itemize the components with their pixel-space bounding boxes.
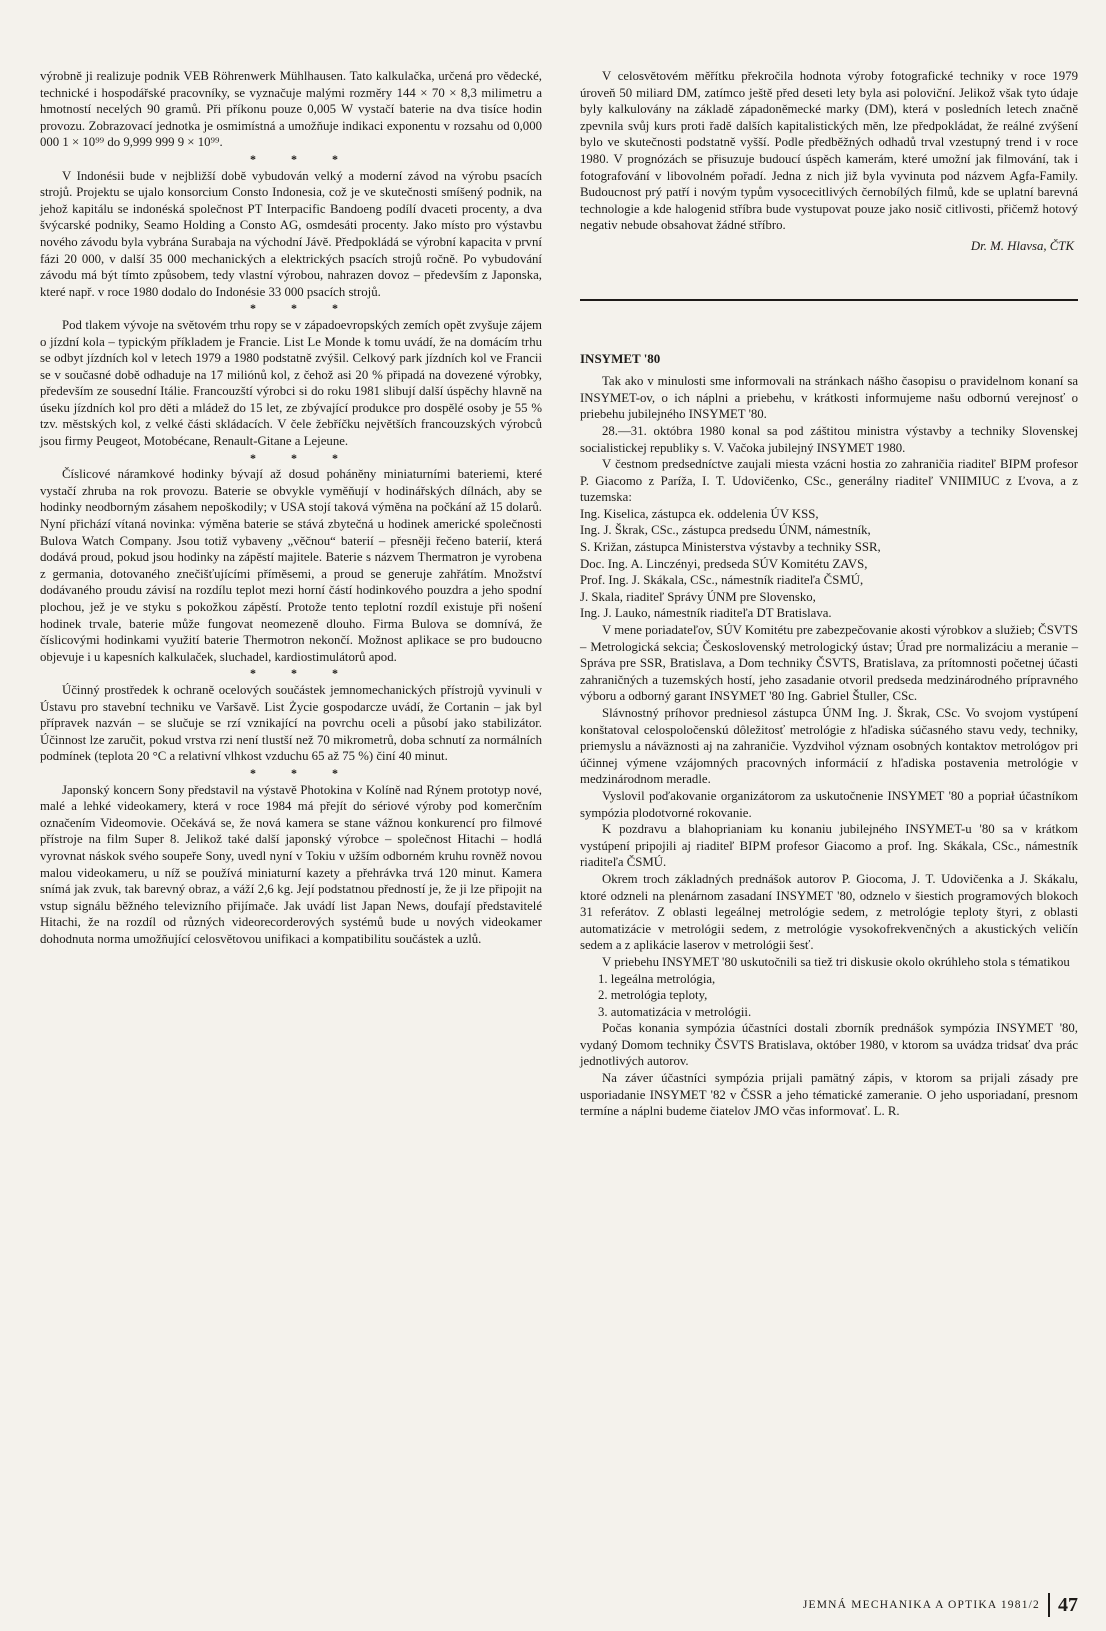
article-cortanin-rust: Účinný prostředek k ochraně ocelových součástek jemnomechanických přístrojů vyvinuli v Ústavu pro stavební techniku ve Varšavě. List Życie gospodarcze uvádí, že Cortanin – jak byl přípravek nazván – se slučuje se rzí vznikající na povrchu oceli a působí jako stabilizátor. Účinnost lze zaručit, pokud vrstva rzi není tlustší než 70 mikrometrů, doba schnutí za normálních podmínek (teplota 20 °C a relativní vlhkost vzduchu 65 až 75 %) činí 40 minut. (40, 682, 542, 764)
guest-list-item: Ing. Kiselica, zástupca ek. oddelenia ÚV KSS, (580, 506, 819, 521)
guest-list (580, 506, 1078, 622)
insymet-paragraph: K pozdravu a blahoprianiam ku konaniu jubilejného INSYMET-u '80 sa v krátkom vystúpení pripojili aj riaditeľ BIPM profesor Giacomo a prof. Ing. Skákala, CSc., námestník riaditeľa ČSMÚ. (580, 822, 1078, 870)
guest-list-item: S. Križan, zástupca Ministerstva výstavby a techniky SSR, (580, 540, 881, 555)
guest-list-item: Doc. Ing. A. Linczényi, predseda SÚV Komitétu ZAVS, (580, 556, 868, 571)
insymet-paragraph: Tak ako v minulosti sme informovali na stránkach nášho časopisu o pravidelnom konaní sa INSYMET-ov, o ich náplni a priebehu, v krátkosti informujeme našu odbornú verejnosť o priebehu jubilejného INSYMET '80. (580, 374, 1078, 422)
article-watch-batteries: Číslicové náramkové hodinky bývají až dosud poháněny miniaturními bateriemi, které vystačí zhruba na rok provozu. Baterie se obvykle vyměňují v hodinářských dílnách, aby se hodinky neodborným zásahem nepoškodily; v USA stojí taková výměna na počkání až 15 dolarů. Nyní přichází vítaná novinka: výměna baterie se stává zbytečná u hodinek americké společnosti Bulova Watch Company. Jsou totiž vybaveny „věčnou“ baterií – přesněji řečeno baterií, která dodává proud, pokud jsou hodinky na zápěstí majitele. Baterie s názvem Thermatron je vyrobena z germania, dotovaného znečišťujícími příměsemi, a proud se generuje zahřátím. Množství dodávaného proudu závisí na rozdílu teplot mezi horní částí hodinkového pouzdra a jeho spodní plochou, jež je ve styku s pokožkou zápěstí. Protože tento teplotní rozdíl existuje při nošení hodinek trvale, baterie může fungovat neomezeně dlouho. Firma Bulova se domnívá, že číslicovými hodinkami využití baterie Thermotron nekončí. Možnost aplikace se pro budoucno objevuje i u kapesních kalkulaček, sluchadel, kardiostimulátorů apod. (40, 467, 542, 664)
insymet-heading: INSYMET '80 (580, 350, 661, 366)
insymet-paragraph: V čestnom predsedníctve zaujali miesta vzácni hostia zo zahraničia riaditeľ BIPM profesor P. Giacomo z Paríža, I. T. Udovičenko, CSc., generálny riaditeľ VNIIMIUC z Ľvova, a z tuzemska: (580, 457, 1078, 505)
journal-name: JEMNÁ MECHANIKA A OPTIKA 1981/2 (802, 1599, 1040, 1611)
left-column (40, 68, 542, 947)
topic-list-item: 1. legeálna metrológia, (598, 971, 716, 986)
section-separator: * * * (250, 301, 354, 316)
insymet-paragraph: Vyslovil poďakovanie organizátorom za uskutočnenie INSYMET '80 a popriał účastníkom sympózia plodotvorné rokovanie. (580, 788, 1078, 820)
right-column (580, 68, 1078, 1120)
topic-list-item: 2. metrológia teploty, (598, 988, 708, 1003)
page-number: 47 (1058, 1593, 1078, 1616)
insymet-paragraph: Na záver účastníci sympózia prijali pamätný zápis, v ktorom sa prijali zásady pre usporiadanie INSYMET '82 v ČSSR a jeho tématické zameranie. O jeho usporiadaní, presnom termíne a náplni budeme čiatelov JMO včas informovať. L. R. (580, 1071, 1078, 1119)
guest-list-item: Ing. J. Lauko, námestník riaditeľa DT Bratislava. (580, 606, 832, 621)
guest-list-item: J. Skala, riaditeľ Správy ÚNM pre Slovensko, (580, 589, 816, 604)
insymet-paragraph: Slávnostný príhovor predniesol zástupca ÚNM Ing. J. Škrak, CSc. Vo svojom vystúpení konštatoval celospoločenskú dôležitosť metrológie z hľadiska súčasného stavu vedy, techniky, priemyslu a náväznosti aj na zahraničie. Vyzdvihol význam osobných kontaktov metrológov pri účinnej výmene vzájomných pracovných informácií z hľadiska postavenia metrológie v medzinárodnom meradle. (580, 706, 1078, 787)
insymet-paragraph: 28.—31. októbra 1980 konal sa pod záštitou ministra výstavby a techniky Slovenskej socialistickej republiky s. V. Vačoka jubilejný INSYMET 1980. (580, 423, 1078, 455)
guest-list-item: Ing. J. Škrak, CSc., zástupca predsedu ÚNM, námestník, (580, 523, 871, 538)
page-footer (803, 1593, 1078, 1617)
section-divider (580, 299, 1078, 301)
section-separator: * * * (250, 450, 354, 465)
article-france-bicycles: Pod tlakem vývoje na světovém trhu ropy se v západoevropských zemích opět zvyšuje zájem o jízdní kola – typickým příkladem je Francie. List Le Monde k tomu uvádí, že na domácím trhu se odbyt jízdních kol v letech 1979 a 1980 podstatně zvýšil. Celkový park jízdních kol ve Francii se v současné době odhaduje na 17 miliónů kol, z čehož asi 20 % připadá na dovezené výrobky, především ze sousední Itálie. Francouzští výrobci si do roku 1981 slibují další úspěchy hlavně na úseku jízdních kol pro děti a mládež do 15 let, ze zbývající produkce pro dospělé osoby je 55 % tzv. městských kol, z velké části skládacích. V čele žebříčku největších francouzských výrobců jsou firmy Peugeot, Motobécane, Renault-Gitane a Lejeune. (40, 317, 542, 449)
footer-separator (1048, 1593, 1050, 1617)
topic-list-item: 3. automatizácia v metrológii. (598, 1004, 752, 1019)
section-separator: * * * (250, 666, 354, 681)
author-signature: Dr. M. Hlavsa, ČTK (970, 238, 1074, 253)
topic-list (580, 971, 1078, 1021)
article-photo-industry: V celosvětovém měřítku překročila hodnota výroby fotografické techniky v roce 1979 úroveň 50 miliard DM, zatímco ještě před deseti lety byla asi poloviční. Jelikož však tyto údaje byly kalkulovány na základě západoněmecké marky (DM), která v posledních letech značně zpevnila svůj kurs proti řadě dalších kapitalistických měn, lze předpokládat, že reálné zvýšení bylo ve skutečnosti podstatně vyšší. Podle předběžných odhadů trval vzestupný trend i v roce 1980. V prognózách se přisuzuje budoucí úspěch kamerám, které umožní jak filmování, tak i fotografování v libovolném pořadí. Jedna z nich již byla vyvinuta pod názvem Agfa-Family. Budoucnost prý patří i novým typům vysocecitlivých černobílých filmů, kde se uplatní barevná technologie a kde halogenid stříbra bude vystupovat pouze jako nosič citlivosti, přičemž hotový negativ nebude obsahovat žádné stříbro. (580, 69, 1078, 233)
article-calculator-text: výrobně ji realizuje podnik VEB Röhrenwerk Mühlhausen. Tato kalkulačka, určená pro vědecké, technické i hospodářské pracovníky, se vyznačuje malými rozměry 144 × 70 × 8,3 milimetru a hmotností necelých 90 gramů. Při příkonu pouze 0,005 W vystačí baterie na dva tisíce hodin provozu. Zobrazovací jednotka je osmimístná a umožňuje indikaci exponentu v rozsahu od 0,000 000 1 × 10⁹⁹ do 9,999 999 9 × 10⁹⁹. (40, 69, 542, 150)
insymet-paragraph: V mene poriadateľov, SÚV Komitétu pre zabezpečovanie akosti výrobkov a služieb; ČSVTS – Metrologická sekcia; Československý metrologický ústav; Úrad pre normalizáciu a meranie – Správa pre SSR, Bratislava, a Dom techniky ČSVTS, Bratislava, za prítomnosti početnej účasti zahraničných a tuzemských hostí, jeho zasadanie otvoril predseda medzinárodného prípravného výboru a odborný garant INSYMET '80 Ing. Gabriel Štuller, CSc. (580, 623, 1078, 704)
insymet-paragraph: V priebehu INSYMET '80 uskutočnili sa tiež tri diskusie okolo okrúhleho stola s tématikou (602, 954, 1070, 969)
insymet-paragraph: Okrem troch základných prednášok autorov P. Giocoma, J. T. Udovičenka a J. Skákalu, ktoré odzneli na plenárnom zasadaní INSYMET '80, odznelo v šiestich programových blokoch 31 referátov. Z oblasti legeálnej metrológie sedem, z metrológie teploty štyri, z oblasti automatizácie v metrológii sedem, z metrológie vysokofrekvenčných a akustických veličín sedem a z aplikácie laserov v metrológii šesť. (580, 871, 1078, 953)
insymet-paragraph: Počas konania sympózia účastníci dostali zborník prednášok sympózia INSYMET '80, vydaný Domom techniky ČSVTS Bratislava, október 1980, v ktorom sa uvádza tridsať dva prác jednotlivých autorov. (580, 1021, 1078, 1069)
article-sony-videocamera: Japonský koncern Sony představil na výstavě Photokina v Kolíně nad Rýnem prototyp nové, malé a lehké videokamery, která v roce 1984 má přejít do sériové výroby pod komerčním označením Videomovie. Očekává se, že nová kamera se stane vážnou konkurencí pro filmové přístroje na film Super 8. Jelikož také další japonský výrobce – společnost Hitachi – hodlá vyrovnat náskok svého soupeře Sony, uvedl nyní v Tokiu v užším odborném kruhu rovněž novou malou videokameru, u níž se používá miniaturní kazety a přehrávka trvá 120 minut. Kamera snímá jak zvuk, tak barevný obraz, a váží 2,6 kg. Její podstatnou předností je, že ji lze připojit na vstup signálu běžného televizního přijímače. Jak uvádí list Japan News, doufají představitelé Hitachi, že na rozdíl od různých videorecorderových systémů bude u nových videokamer dohodnuta norma umožňující celosvětovou unifikaci a kompatibilitu součástek a uzlů. (40, 782, 542, 946)
article-indonesia-typewriters: V Indonésii bude v nejbližší době vybudován velký a moderní závod na výrobu psacích strojů. Projektu se ujalo konsorcium Consto Indonesia, což je ve skutečnosti smíšený podnik, na jehož kapitálu se indonéská společnost PT Interpacific Bandoeng podílí dvaceti procenty, a dva švýcarské podniky, Seamo Holding a Consto AG, osmdesáti procenty. Jako místo pro výstavbu nového závodu byla vybrána Surabaja na východní Jávě. Předpokládá se výrobní kapacita v první fázi 20 000, v další 35 000 mechanických a elektrických psacích strojů ročně. Po vybudování závodu má být tímto způsobem, tedy vlastní výrobou, nahrazen dovoz – především z Japonska, které např. v roce 1980 dodalo do Indonésie 33 000 psacích strojů. (40, 168, 542, 299)
guest-list-item: Prof. Ing. J. Skákala, CSc., námestník riaditeľa ČSMÚ, (580, 573, 864, 588)
section-separator: * * * (250, 765, 354, 780)
section-separator: * * * (250, 151, 354, 166)
